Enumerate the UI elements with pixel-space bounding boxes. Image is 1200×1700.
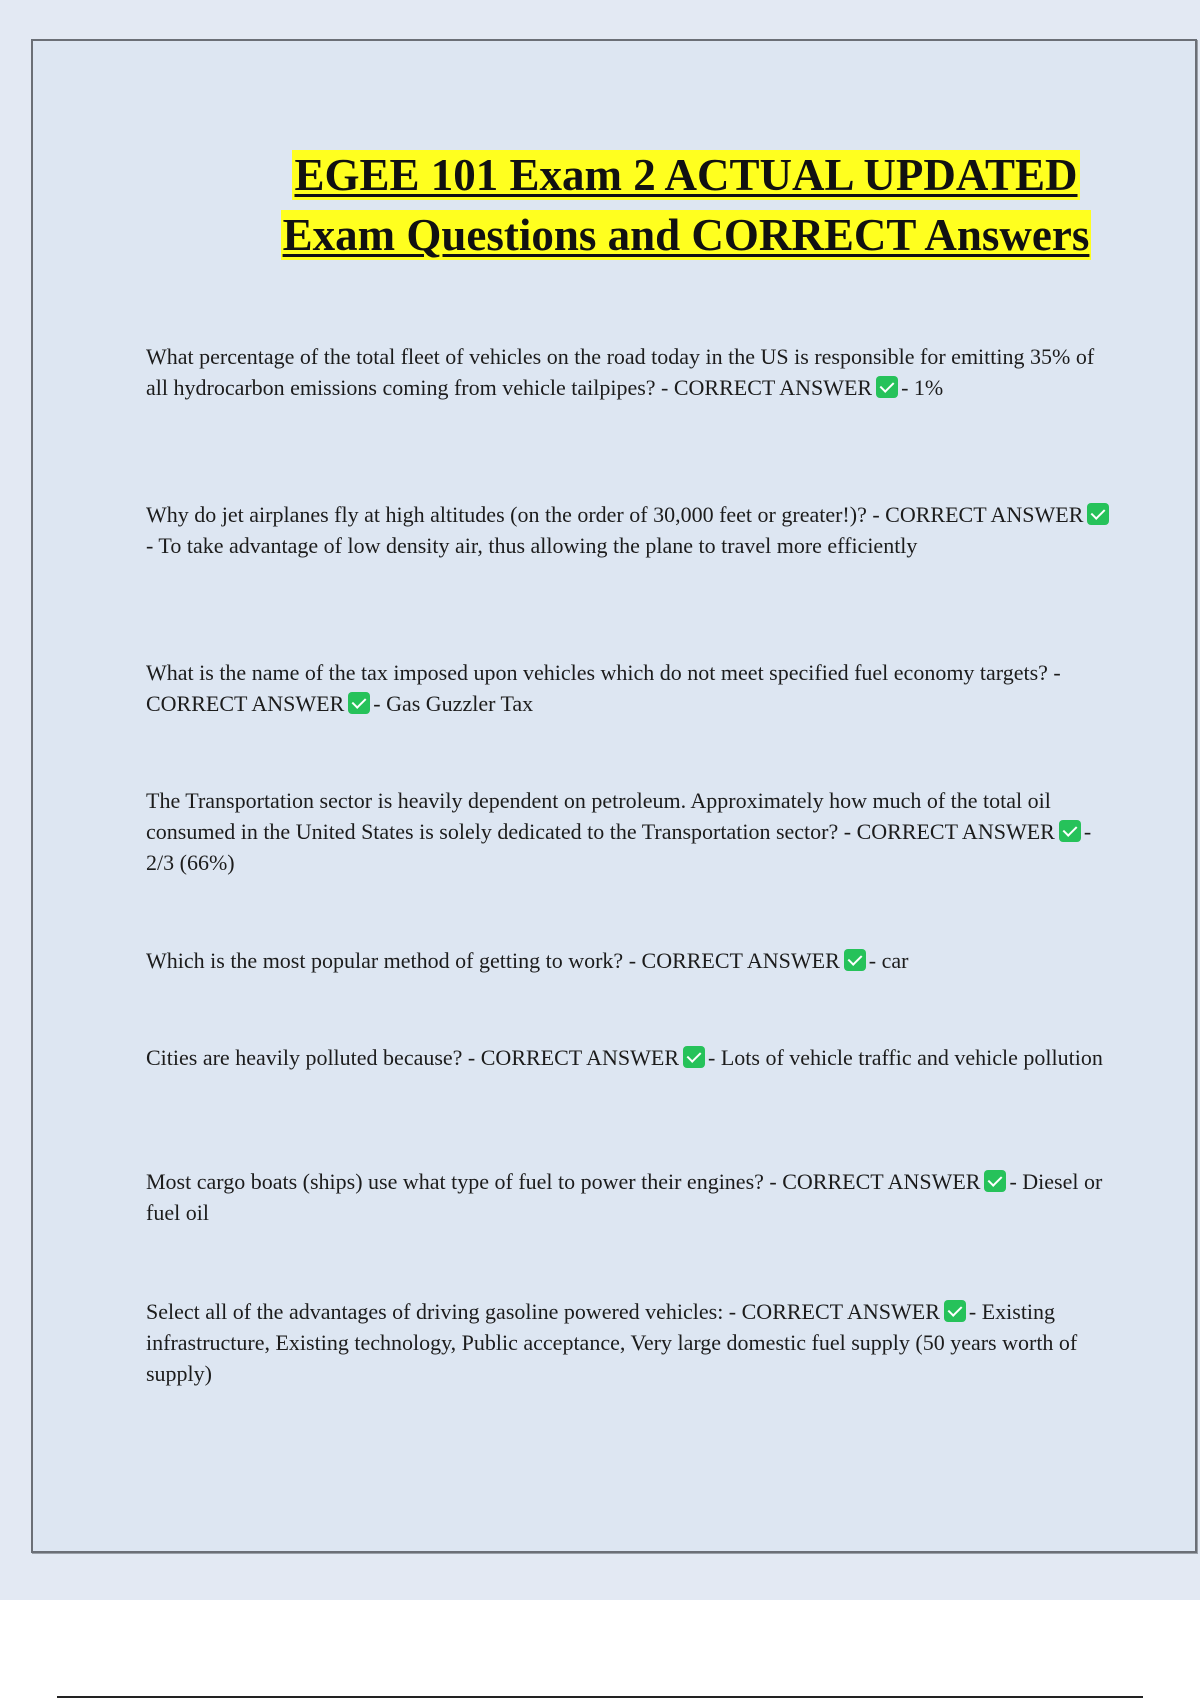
answer-text: - Existing infrastructure, Existing technology, Public acceptance, Very large domestic fuel supply (50 years worth of supply) — [146, 1299, 1078, 1386]
check-box-icon — [844, 949, 866, 971]
answer-text: - 1% — [901, 375, 944, 400]
check-box-icon — [944, 1300, 966, 1322]
answer-text: - 2/3 (66%) — [146, 819, 1092, 875]
title-block — [33, 145, 1199, 265]
answer-text: - To take advantage of low density air, thus allowing the plane to travel more efficiently — [146, 533, 918, 558]
question-text: Cities are heavily polluted because? - CORRECT ANSWER — [146, 1045, 679, 1070]
qa-item-6 — [146, 1042, 1116, 1073]
answer-text: - car — [868, 948, 909, 973]
check-box-icon — [1059, 820, 1081, 842]
question-text: What percentage of the total fleet of vehicles on the road today in the US is responsible for emitting 35% of all hydrocarbon emissions coming from vehicle tailpipes? - CORRECT ANSWER — [146, 344, 1095, 400]
answer-text: - Lots of vehicle traffic and vehicle pollution — [708, 1045, 1103, 1070]
question-text: What is the name of the tax imposed upon vehicles which do not meet specified fuel economy targets? - CORRECT ANSWER — [146, 660, 1061, 716]
qa-item-8 — [146, 1296, 1116, 1389]
answer-text: - Diesel or fuel oil — [146, 1169, 1103, 1225]
answer-text: - Gas Guzzler Tax — [373, 691, 534, 716]
qa-item-3 — [146, 657, 1116, 719]
question-text: Select all of the advantages of driving gasoline powered vehicles: - CORRECT ANSWER — [146, 1299, 940, 1324]
question-text: The Transportation sector is heavily dependent on petroleum. Approximately how much of the total oil consumed in the United States is solely dedicated to the Transportation sector? - CORRECT ANSWER — [146, 788, 1055, 844]
check-box-icon — [876, 376, 898, 398]
qa-item-2 — [146, 499, 1116, 561]
qa-item-4 — [146, 785, 1116, 878]
check-box-icon — [1087, 503, 1109, 525]
qa-item-7 — [146, 1166, 1116, 1228]
question-text: Most cargo boats (ships) use what type of fuel to power their engines? - CORRECT ANSWER — [146, 1169, 981, 1194]
qa-item-5 — [146, 945, 1116, 976]
footer-divider — [57, 1696, 1143, 1698]
question-text: Which is the most popular method of getting to work? - CORRECT ANSWER — [146, 948, 840, 973]
question-text: Why do jet airplanes fly at high altitudes (on the order of 30,000 feet or greater!)? - CORRECT ANSWER — [146, 502, 1084, 527]
check-box-icon — [984, 1170, 1006, 1192]
document-title — [246, 145, 1126, 265]
check-box-icon — [348, 692, 370, 714]
qa-item-1 — [146, 341, 1116, 403]
check-box-icon — [683, 1046, 705, 1068]
document-title-text: EGEE 101 Exam 2 ACTUAL UPDATED Exam Questions and CORRECT Answers — [282, 150, 1090, 260]
document-page — [31, 39, 1197, 1553]
